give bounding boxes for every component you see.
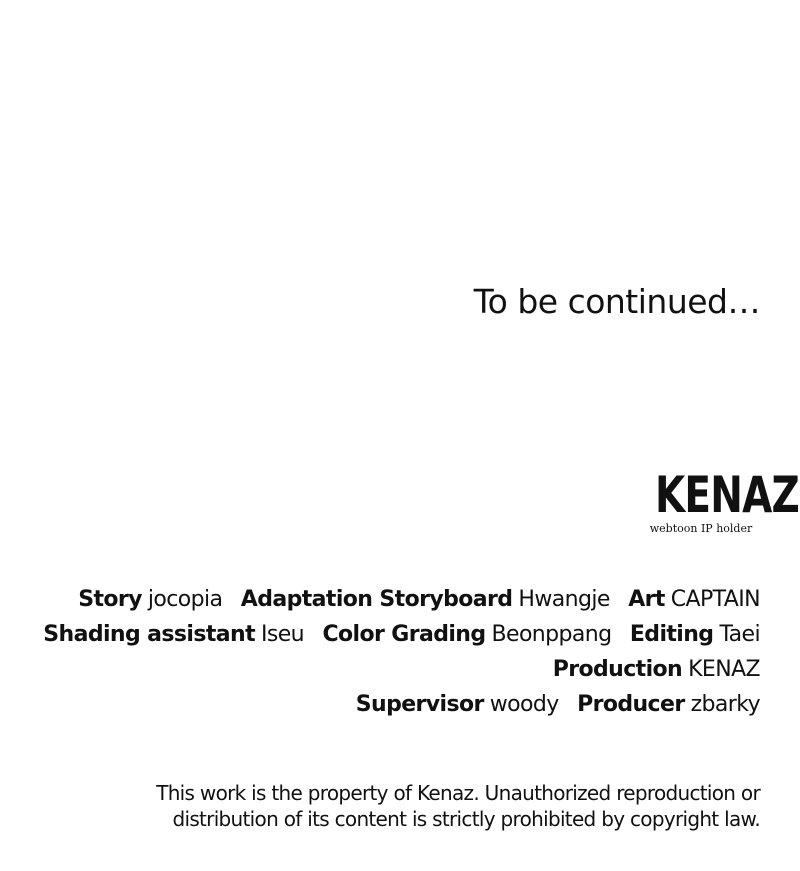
credit-shading-assistant	[43, 622, 304, 647]
credit-supervisor	[356, 692, 559, 717]
logo-wordmark: KENAZ	[654, 466, 800, 524]
logo-tagline: webtoon IP holder	[649, 522, 753, 535]
credit-line	[20, 652, 760, 687]
credit-role: Story	[78, 587, 142, 612]
credit-name: jocopia	[147, 587, 223, 612]
copyright-notice-line: This work is the property of Kenaz. Unauthorized reproduction or	[156, 781, 760, 805]
credit-line	[20, 617, 760, 652]
credit-art	[628, 587, 760, 612]
credit-line	[20, 582, 760, 617]
credit-name: Taei	[719, 622, 760, 647]
credit-name: woody	[489, 692, 559, 717]
credit-color-grading	[322, 622, 611, 647]
credit-name: CAPTAIN	[670, 587, 760, 612]
copyright-notice	[20, 780, 760, 832]
kenaz-logo	[642, 466, 800, 535]
credit-line	[20, 687, 760, 722]
credit-name: Hwangje	[518, 587, 610, 612]
credit-role: Shading assistant	[43, 622, 255, 647]
credit-role: Producer	[577, 692, 685, 717]
credit-editing	[630, 622, 760, 647]
credit-role: Editing	[629, 622, 714, 647]
credits-block	[20, 582, 760, 722]
credit-role: Color Grading	[322, 622, 486, 647]
credit-role: Supervisor	[355, 692, 484, 717]
credit-name: KENAZ	[688, 657, 760, 682]
credit-production	[553, 657, 760, 682]
copyright-notice-line: distribution of its content is strictly prohibited by copyright law.	[172, 807, 760, 831]
credit-story	[78, 587, 222, 612]
to-be-continued-text: To be continued…	[473, 282, 760, 321]
credit-role: Adaptation Storyboard	[240, 587, 513, 612]
credit-adaptation-storyboard	[241, 587, 610, 612]
credit-name: Iseu	[261, 622, 305, 647]
credit-producer	[577, 692, 760, 717]
credit-name: Beonppang	[491, 622, 612, 647]
credit-role: Production	[552, 657, 683, 682]
credit-role: Art	[628, 587, 665, 612]
credit-name: zbarky	[690, 692, 760, 717]
